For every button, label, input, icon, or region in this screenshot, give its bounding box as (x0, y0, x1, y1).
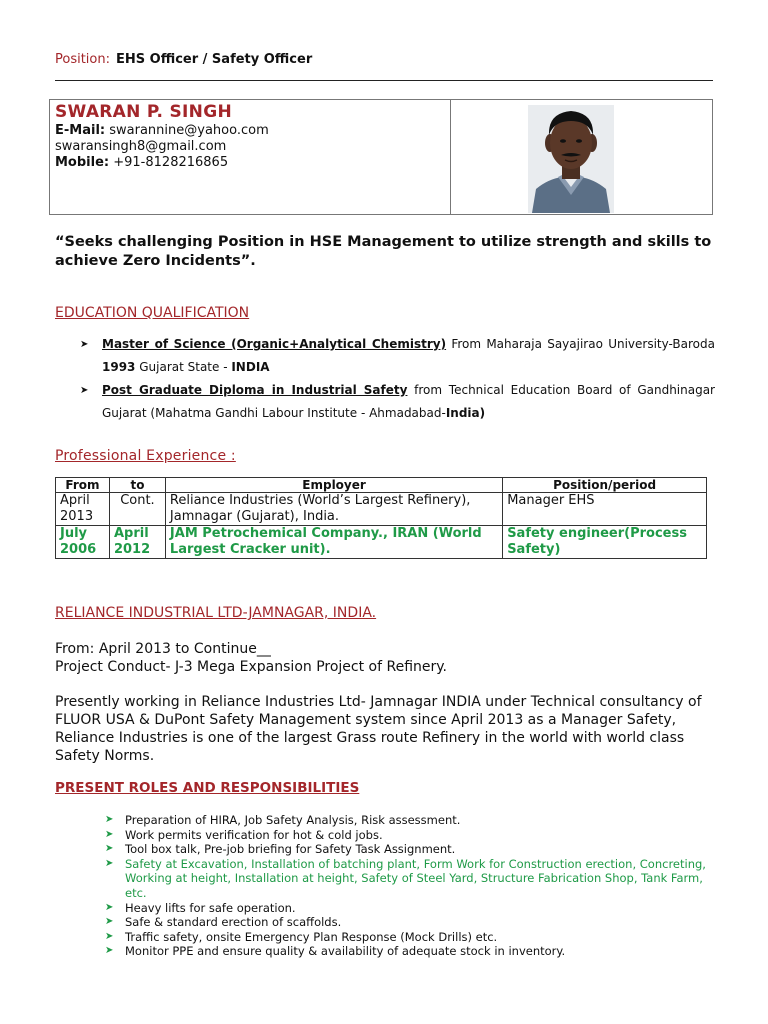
mobile-line (55, 155, 269, 171)
list-item (105, 915, 715, 930)
reliance-heading: RELIANCE INDUSTRIAL LTD-JAMNAGAR, INDIA. (55, 605, 377, 621)
experience-heading: Professional Experience : (55, 448, 236, 464)
cell-to: April 2012 (109, 526, 165, 559)
email-line (55, 123, 269, 139)
cell-from: July 2006 (56, 526, 110, 559)
green-arrow-bullet-icon: ➤ (105, 916, 114, 928)
roles-heading: PRESENT ROLES AND RESPONSIBILITIES (55, 780, 360, 796)
list-item (105, 901, 715, 916)
candidate-name: SWARAN P. SINGH (55, 102, 232, 122)
role-text: Tool box talk, Pre-job briefing for Safety Task Assignment. (125, 842, 456, 857)
contact-details (55, 123, 269, 171)
cell-from: April 2013 (56, 493, 110, 526)
role-text: Work permits verification for hot & cold jobs. (125, 827, 383, 842)
education-degree: Post Graduate Diploma in Industrial Safety (102, 383, 408, 397)
education-institution: From Maharaja Sayajirao University-Baroda (446, 337, 715, 351)
role-text: Safety at Excavation, Installation of batching plant, Form Work for Construction erection, Concreting, Working at height, Installation at height, Safety of Steel Yard, Structure Fabrication Shop, Tank Farm, etc. (125, 856, 706, 900)
table-header-row (56, 478, 707, 493)
position-value: EHS Officer / Safety Officer (116, 52, 313, 67)
list-item (105, 944, 715, 959)
green-arrow-bullet-icon: ➤ (105, 930, 114, 942)
cell-position: Safety engineer(Process Safety) (503, 526, 707, 559)
green-arrow-bullet-icon: ➤ (105, 814, 114, 825)
present-role-paragraph: Presently working in Reliance Industries Ltd- Jamnagar INDIA under Technical consultancy of FLUOR USA & DuPont Safety Management system since April 2013 as a Manager Safety, Reliance Industries is one of the largest Grass route Refinery in the world with world class Safety Norms. (55, 694, 702, 764)
table-row (56, 526, 707, 559)
mobile-number: +91-8128216865 (113, 155, 229, 170)
table-row (56, 493, 707, 526)
green-arrow-bullet-icon: ➤ (105, 857, 114, 869)
roles-list (105, 813, 715, 959)
education-country: India) (445, 406, 486, 420)
list-item (105, 842, 715, 857)
position-line (55, 52, 312, 67)
education-country: INDIA (231, 360, 270, 374)
email-label: E-Mail: (55, 123, 106, 138)
list-item (105, 857, 715, 901)
cell-employer: Reliance Industries (World’s Largest Refinery), Jamnagar (Gujarat), India. (165, 493, 502, 526)
experience-table (55, 477, 707, 559)
education-heading: EDUCATION QUALIFICATION (55, 305, 250, 321)
cell-to: Cont. (109, 493, 165, 526)
education-item-text (102, 333, 715, 379)
green-arrow-bullet-icon: ➤ (105, 945, 114, 957)
green-arrow-bullet-icon: ➤ (105, 901, 114, 913)
column-header-position: Position/period (503, 478, 707, 493)
list-item (105, 930, 715, 945)
green-arrow-bullet-icon: ➤ (105, 843, 114, 855)
list-item (105, 828, 715, 843)
education-item-text (102, 379, 715, 425)
contact-box-divider (450, 99, 451, 215)
arrow-bullet-icon: ➤ (80, 339, 89, 350)
role-text: Heavy lifts for safe operation. (125, 900, 296, 915)
role-text: Safe & standard erection of scaffolds. (125, 915, 342, 930)
green-arrow-bullet-icon: ➤ (105, 828, 114, 840)
education-state: Gujarat State - (135, 360, 232, 374)
project-line: Project Conduct- J-3 Mega Expansion Project of Refinery. (55, 659, 448, 675)
position-label: Position: (55, 52, 110, 67)
email-secondary[interactable]: swaransingh8@gmail.com (55, 139, 227, 154)
education-item (80, 379, 715, 425)
email-primary[interactable]: swarannine@yahoo.com (109, 123, 269, 138)
role-text: Monitor PPE and ensure quality & availability of adequate stock in inventory. (125, 944, 566, 959)
header-rule (55, 80, 713, 81)
mobile-label: Mobile: (55, 155, 110, 170)
column-header-to: to (109, 478, 165, 493)
column-header-employer: Employer (165, 478, 502, 493)
profile-photo-image (528, 105, 614, 213)
cell-employer: JAM Petrochemical Company., IRAN (World Largest Cracker unit). (165, 526, 502, 559)
education-year: 1993 (102, 360, 136, 374)
list-item (105, 813, 715, 828)
education-degree: Master of Science (Organic+Analytical Chemistry) (102, 337, 447, 351)
education-institution: from Technical Education Board of Gandhinagar Gujarat (Mahatma Gandhi Labour Institute - Ahmadabad- (102, 383, 715, 420)
cell-position: Manager EHS (503, 493, 707, 526)
profile-photo (528, 105, 614, 213)
tenure-line: From: April 2013 to Continue__ (55, 641, 271, 657)
arrow-bullet-icon: ➤ (80, 385, 89, 396)
role-text: Traffic safety, onsite Emergency Plan Response (Mock Drills) etc. (125, 929, 498, 944)
role-text: Preparation of HIRA, Job Safety Analysis, Risk assessment. (125, 813, 461, 827)
education-item (80, 333, 715, 379)
objective-statement: “Seeks challenging Position in HSE Management to utilize strength and skills to achieve Zero Incidents”. (55, 234, 712, 269)
column-header-from: From (56, 478, 110, 493)
